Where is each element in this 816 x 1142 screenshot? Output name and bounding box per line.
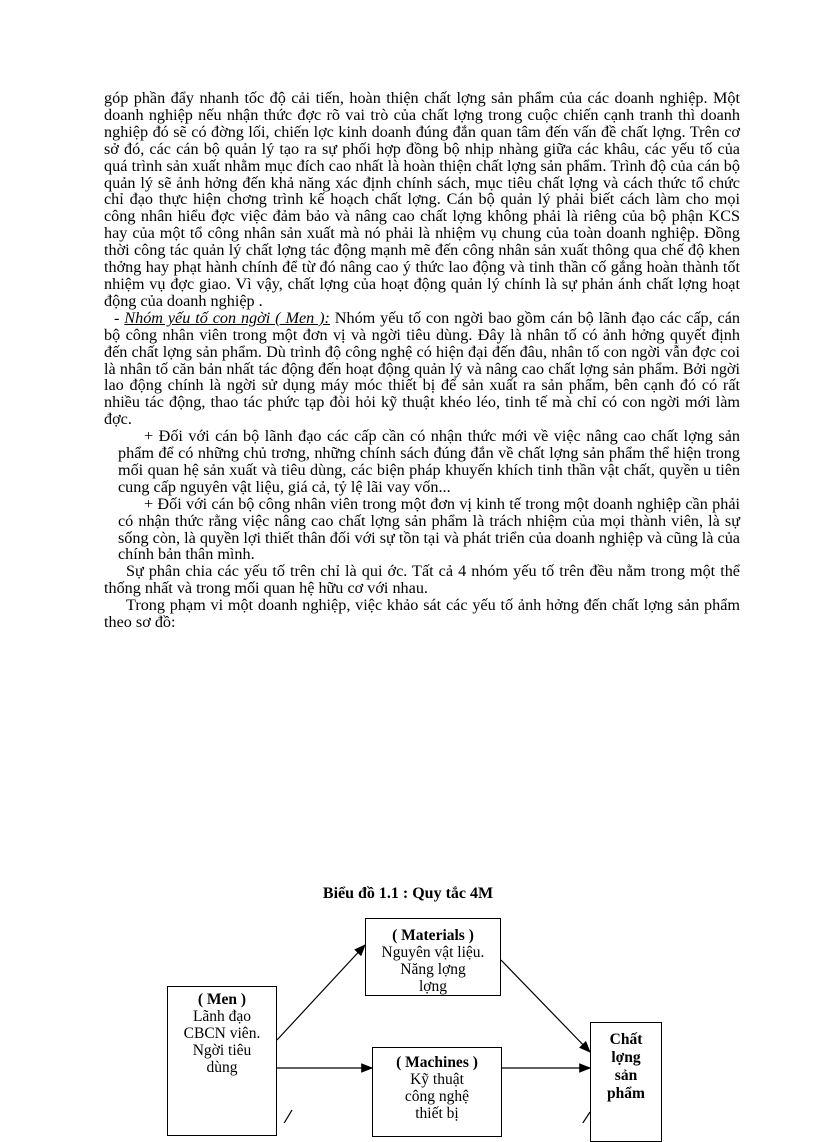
diagram-title: Biểu đồ 1.1 : Quy tắc 4M: [322, 885, 494, 902]
box-product-quality: [590, 1022, 662, 1142]
box-men: [167, 986, 277, 1136]
materials-box-heading: ( Materials ): [392, 927, 474, 944]
men-line: dùng: [206, 1059, 238, 1076]
arrow-lower-right: [575, 1112, 590, 1123]
paragraph-leaders: + Đối với cán bộ lãnh đạo các cấp cần có nhận thức mới về việc nâng cao chất lợng sản phẩm để có những chủ trơng, những chính sách đúng đắn về chất lợng sản phẩm thể hiện trong mối quan hệ sản xuất và tiêu dùng, các biện pháp khuyến khích tinh thần vật chất, quyền u tiên cung cấp nguyên vật liệu, giá cả, tỷ lệ lãi vay vốn...: [118, 427, 740, 496]
quality-line: lợng: [611, 1049, 641, 1066]
paragraph-survey: Trong phạm vi một doanh nghiệp, việc khảo sát các yếu tố ảnh hởng đến chất lợng sản phẩm theo sơ đồ:: [104, 596, 740, 632]
men-body: Nhóm yếu tố con ngời bao gồm cán bộ lãnh đạo các cấp, cán bộ công nhân viên trong một đơn vị và ngời tiêu dùng. Đây là nhân tố có ảnh hởng quyết định đến chất lợng sản phẩm. Dù trình độ công nghệ có hiện đại đến đâu, nhân tố con ngời vẫn đợc coi là nhân tố căn bản nhất tác động đến hoạt động quản lý và nâng cao chất lợng sản phẩm. Bởi ngời lao động chính là ngời sử dụng máy móc thiết bị để sản xuất ra sản phẩm, bên cạnh đó có rất nhiều tác động, thao tác phức tạp đòi hỏi kỹ thuật khéo léo, tinh tế mà chỉ có con ngời mới làm đợc.: [104, 308, 741, 429]
arrow-lower-left: [277, 1110, 292, 1123]
materials-line: lợng: [418, 978, 447, 995]
men-line: CBCN viên.: [183, 1025, 261, 1042]
men-line: Lãnh đạo: [192, 1008, 252, 1025]
box-materials: [365, 918, 501, 996]
quality-line: sản: [614, 1067, 638, 1084]
machines-line: công nghệ: [404, 1088, 470, 1105]
men-box-heading: ( Men ): [197, 991, 247, 1008]
arrow-men-to-materials: [277, 945, 365, 1040]
men-heading: Nhóm yếu tố con ngời ( Men ):: [124, 308, 330, 327]
machines-box-heading: ( Machines ): [396, 1054, 478, 1071]
paragraph-division: Sự phân chia các yếu tố trên chỉ là qui ớc. Tất cả 4 nhóm yếu tố trên đều nằm trong một thể thống nhất và trong mối quan hệ hữu cơ với nhau.: [104, 562, 740, 598]
men-prefix: -: [114, 308, 125, 327]
materials-line: Nguyên vật liệu.: [381, 944, 485, 961]
machines-line: thiết bị: [415, 1105, 459, 1122]
paragraph-staff: + Đối với cán bộ công nhân viên trong một đơn vị kinh tế trong một doanh nghiệp cần phải có nhận thức rằng việc nâng cao chất lợng sản phẩm là trách nhiệm của mọi thành viên, là sự sống còn, là quyền lợi thiết thân đối với sự tồn tại và phát triển của doanh nghiệp và cũng là của chính bản thân mình.: [118, 494, 740, 564]
paragraph-management: góp phần đẩy nhanh tốc độ cải tiến, hoàn thiện chất lợng sản phẩm của các doanh nghiệp. Một doanh nghiệp nếu nhận thức đợc rõ vai trò của chất lợng trong cuộc chiến cạnh tranh thì doanh nghiệp đó sẽ có đờng lối, chiến lợc kinh doanh đúng đắn quan tâm đến vấn đề chất lợng. Trên cơ sở đó, các cán bộ quản lý tạo ra sự phối hợp đồng bộ nhịp nhàng giữa các khâu, các yếu tố của quá trình sản xuất nhằm mục đích cao nhất là hoàn thiện chất lợng sản phẩm. Trình độ của cán bộ quản lý sẽ ảnh hởng đến khả năng xác định chính sách, mục tiêu chất lợng và cách thức tổ chức chỉ đạo thực hiện chơng trình kế hoạch chất lợng. Cán bộ quản lý phải biết cách làm cho mọi công nhân hiểu đợc việc đảm bảo và nâng cao chất lợng không phải là riêng của bộ phận KCS hay của một tổ công nhân sản xuất mà nó phải là nhiệm vụ chung của toàn doanh nghiệp. Đồng thời công tác quản lý chất lợng tác động mạnh mẽ đến công nhân sản xuất thông qua chế độ khen thởng hay phạt hành chính để từ đó nâng cao ý thức lao động và tinh thần cố gắng hoàn thành tốt nhiệm vụ đợc giao. Vì vậy, chất lợng của hoạt động quản lý chính là sự phản ánh chất lợng hoạt động của doanh nghiệp .: [104, 89, 740, 310]
arrow-materials-to-quality: [501, 960, 590, 1052]
machines-line: Kỹ thuật: [410, 1071, 464, 1088]
men-line: Ngời tiêu: [192, 1042, 252, 1059]
box-machines: [372, 1047, 502, 1137]
materials-line: Năng lợng: [400, 961, 466, 978]
quality-line: Chất: [609, 1031, 643, 1048]
quality-line: phẩm: [607, 1085, 645, 1102]
